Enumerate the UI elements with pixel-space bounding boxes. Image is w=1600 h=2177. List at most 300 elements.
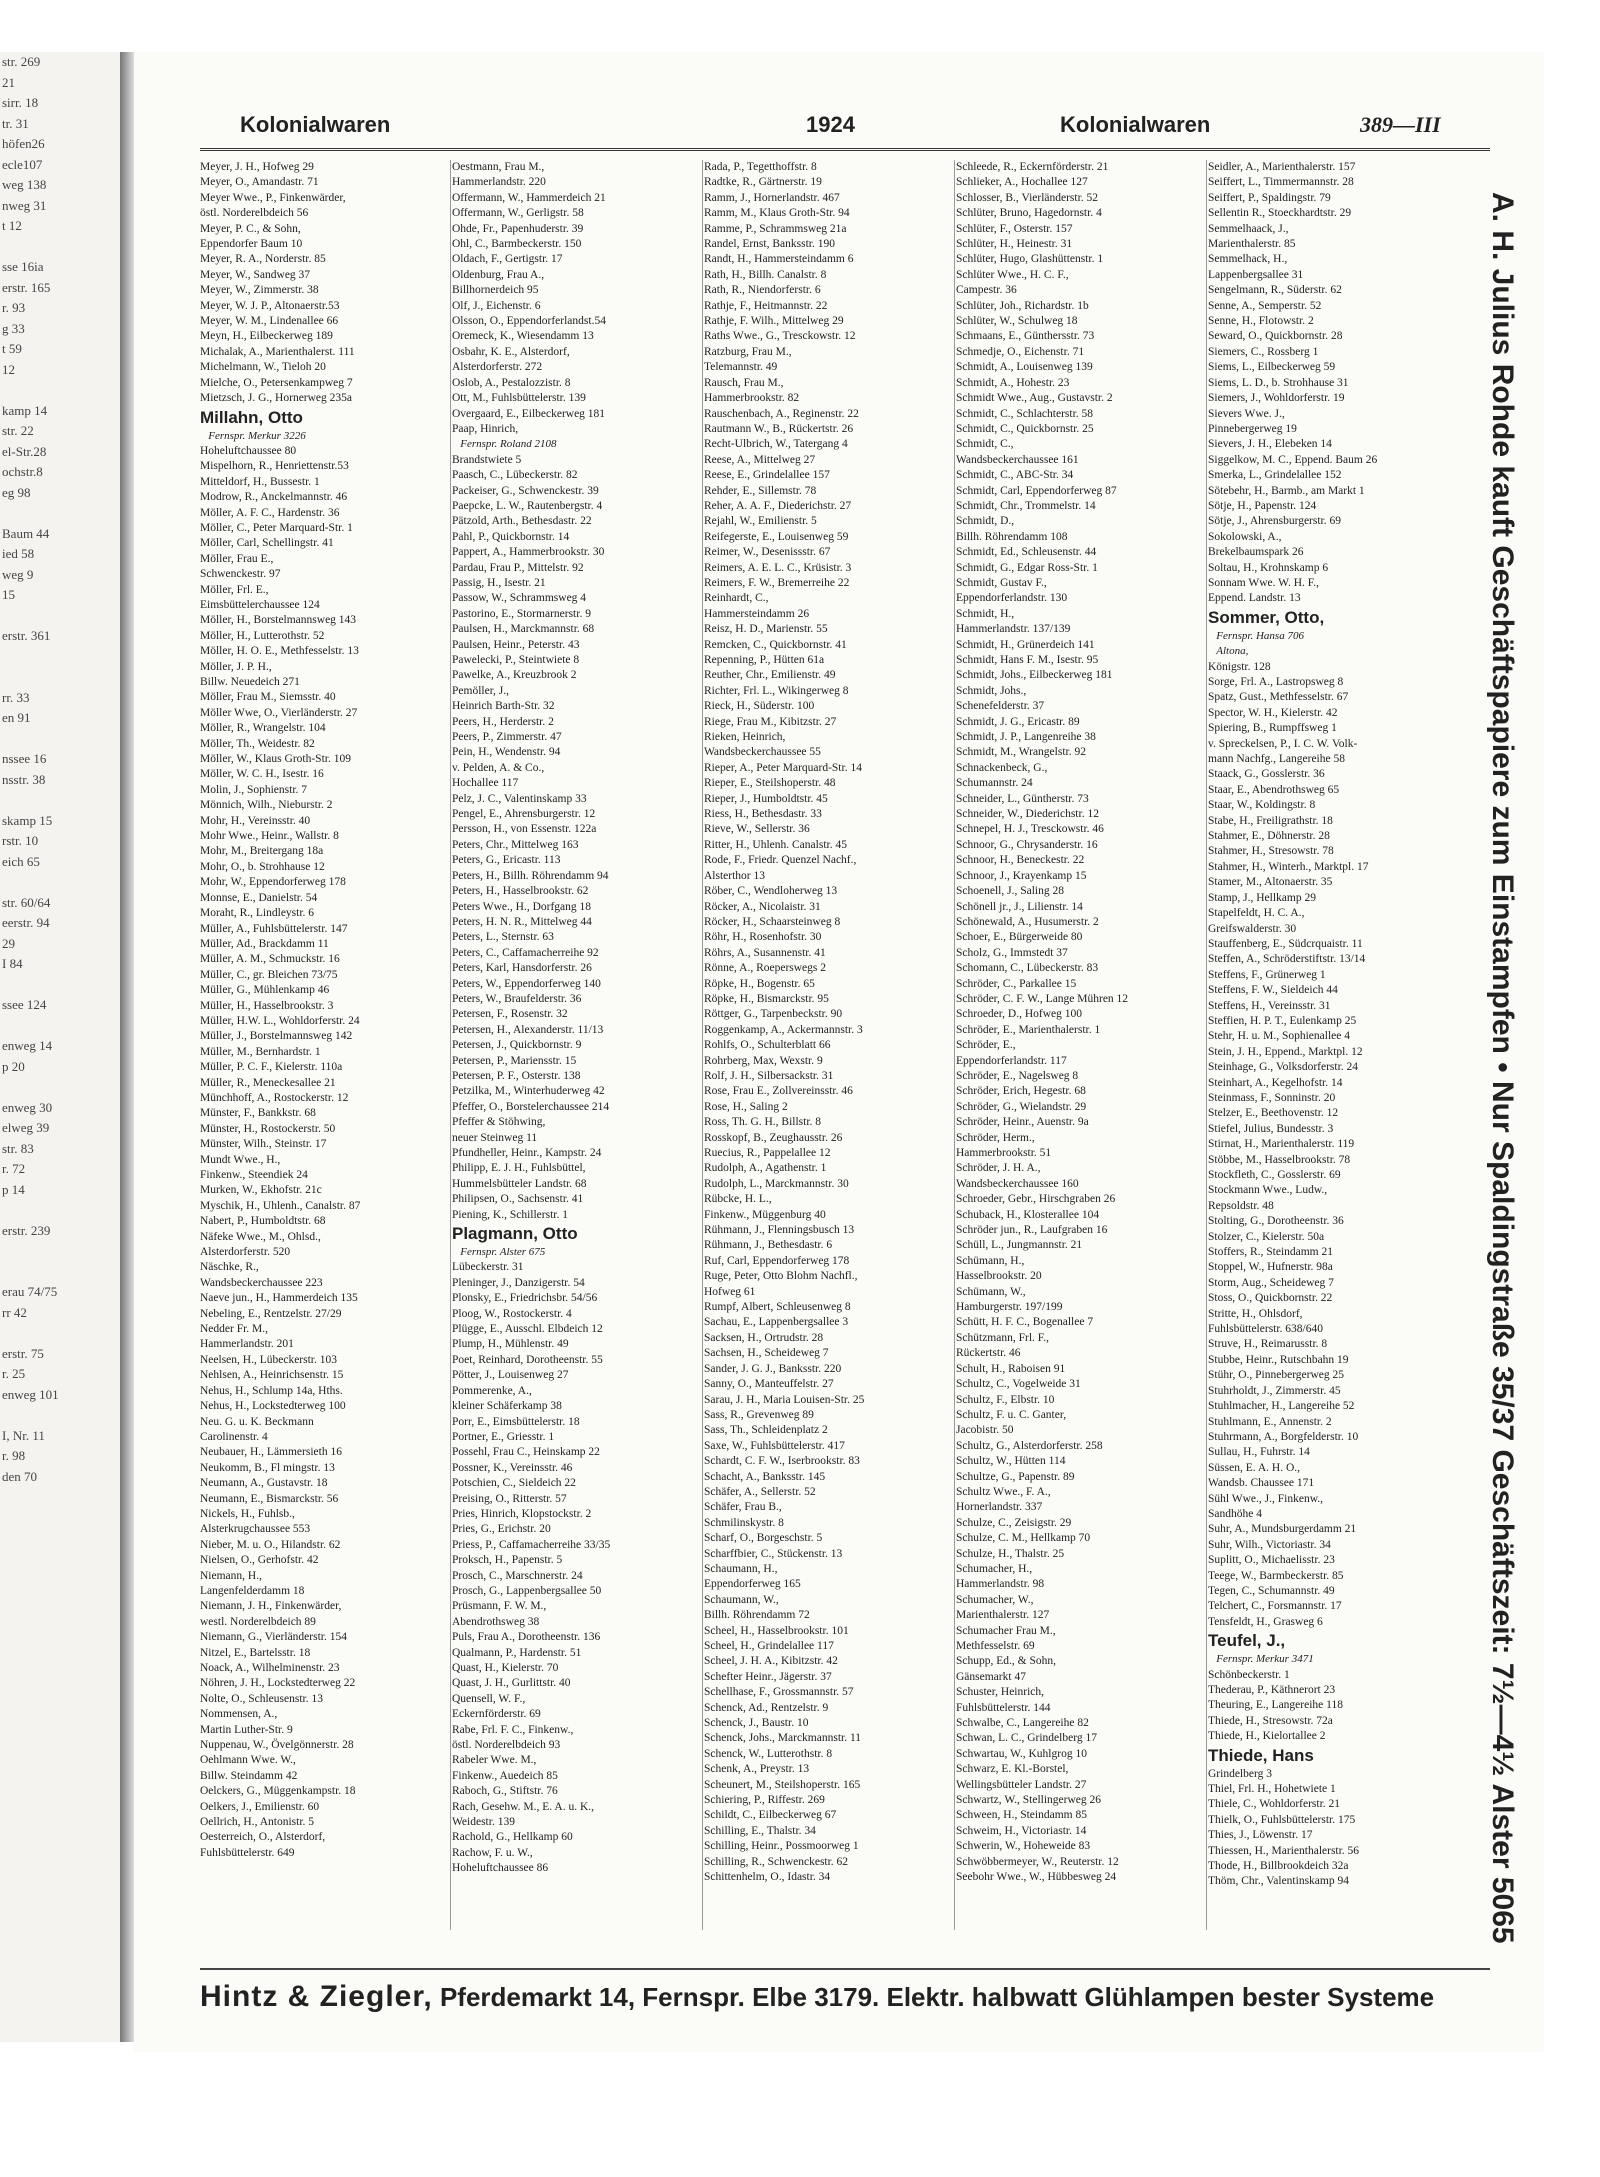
directory-entry: Oremeck, K., Wiesendamm 13 xyxy=(452,330,594,343)
directory-entry: Reuther, Chr., Emilienstr. 49 xyxy=(704,669,836,682)
directory-entry: Paulsen, Heinr., Peterstr. 43 xyxy=(452,638,580,651)
directory-entry: Schiering, P., Riffestr. 269 xyxy=(704,1794,825,1807)
left-page-line: sirr. 18 xyxy=(2,95,39,110)
directory-entry: Schwenckestr. 97 xyxy=(200,568,281,581)
directory-entry: Nebeling, E., Rentzelstr. 27/29 xyxy=(200,1307,342,1320)
directory-entry: Offermann, W., Gerligstr. 58 xyxy=(452,207,584,220)
directory-entry: Münster, F., Bankkstr. 68 xyxy=(200,1107,316,1120)
directory-entry: Stuhrmann, A., Borgfelderstr. 10 xyxy=(1208,1430,1359,1443)
directory-entry: Plügge, E., Ausschl. Elbdeich 12 xyxy=(452,1323,603,1336)
directory-entry: Rath, H., Billh. Canalstr. 8 xyxy=(704,268,827,281)
directory-entry: Raboch, G., Stiftstr. 76 xyxy=(452,1785,558,1798)
column-1 xyxy=(200,160,446,1950)
left-page-line xyxy=(0,1323,120,1344)
directory-entry: Möller, A. F. C., Hardenstr. 36 xyxy=(200,506,340,519)
directory-entry: mann Nachfg., Langereihe 58 xyxy=(1208,753,1345,766)
left-page-line: nssee 16 xyxy=(2,751,47,766)
directory-entry: Hornerlandstr. 337 xyxy=(956,1501,1043,1514)
directory-entry: Tegen, C., Schumannstr. 49 xyxy=(1208,1584,1335,1597)
directory-entry: Nehus, H., Schlump 14a, Hths. xyxy=(200,1384,343,1397)
column-3 xyxy=(704,160,950,1950)
directory-entry: Possehl, Frau C., Heinskamp 22 xyxy=(452,1446,600,1459)
directory-entry: Riess, H., Bethesdastr. 33 xyxy=(704,808,822,821)
directory-entry: Plump, H., Mühlenstr. 49 xyxy=(452,1338,569,1351)
directory-entry: Ohl, C., Barmbeckerstr. 150 xyxy=(452,238,582,251)
directory-entry: Scheel, H., Grindelallee 117 xyxy=(704,1640,834,1652)
directory-entry: Storm, Aug., Scheideweg 7 xyxy=(1208,1276,1334,1289)
directory-entry: Rumpf, Albert, Schleusenweg 8 xyxy=(704,1301,851,1314)
directory-entry: Neukomm, B., Fl mingstr. 13 xyxy=(200,1461,335,1474)
directory-entry: Petersen, P. F., Osterstr. 138 xyxy=(452,1069,581,1082)
directory-entry: Pawelecki, P., Steintwiete 8 xyxy=(452,654,580,666)
phone-line: Fernspr. Hansa 706 xyxy=(1208,629,1304,642)
directory-entry: Rose, H., Saling 2 xyxy=(704,1100,788,1113)
directory-entry: Hammerlandstr. 201 xyxy=(200,1338,294,1351)
directory-entry: Sander, J. G. J., Banksstr. 220 xyxy=(704,1362,842,1375)
directory-entry: Thiede, H., Kielortallee 2 xyxy=(1208,1730,1326,1743)
directory-entry: Riege, Frau M., Kibitzstr. 27 xyxy=(704,715,837,728)
directory-entry: Möller, Frau E., xyxy=(200,552,274,565)
directory-entry: Telemannstr. 49 xyxy=(704,361,778,374)
directory-entry: Röttger, G., Tarpenbeckstr. 90 xyxy=(704,1008,843,1021)
left-page-line: rr. 33 xyxy=(2,689,30,705)
directory-entry: Heinrich Barth-Str. 32 xyxy=(452,700,555,713)
directory-entry: Müller, R., Meneckesallee 21 xyxy=(200,1076,336,1089)
directory-entry: Müller, G., Mühlenkamp 46 xyxy=(200,984,330,997)
directory-entry: Schumacher, W., xyxy=(956,1593,1034,1606)
directory-entry: Repsoldstr. 48 xyxy=(1208,1199,1274,1212)
directory-entry: Suplitt, O., Michaelisstr. 23 xyxy=(1208,1554,1335,1567)
directory-entry: Rühmann, J., Bethesdastr. 6 xyxy=(704,1239,833,1252)
directory-entry: Meyer, P. C., & Sohn, xyxy=(200,222,301,235)
directory-entry: Siems, L., Eilbeckerweg 59 xyxy=(1208,361,1336,374)
directory-entry: Sanny, O., Manteuffelstr. 27 xyxy=(704,1378,834,1391)
directory-entry: Spector, W. H., Kielerstr. 42 xyxy=(1208,706,1338,719)
directory-entry: Roggenkamp, A., Ackermannstr. 3 xyxy=(704,1023,863,1036)
directory-entry: Oellrich, H., Antonistr. 5 xyxy=(200,1816,315,1829)
directory-entry: Meyer, O., Amandastr. 71 xyxy=(200,176,319,189)
directory-entry: Schmidt, J. G., Ericastr. 89 xyxy=(956,715,1080,728)
directory-entry: Pawelke, A., Kreuzbrook 2 xyxy=(452,669,577,682)
directory-entry: Eppendorferlandstr. 117 xyxy=(956,1054,1067,1067)
left-page-line: str. 269 xyxy=(2,54,41,69)
directory-entry: Radtke, R., Gärtnerstr. 19 xyxy=(704,176,822,189)
directory-entry: Nickels, H., Fuhlsb., xyxy=(200,1507,295,1520)
directory-entry: Seebohr Wwe., W., Hübbesweg 24 xyxy=(956,1871,1117,1884)
directory-entry: Overgaard, E., Eilbeckerweg 181 xyxy=(452,407,606,420)
directory-entry: Schween, H., Steindamm 85 xyxy=(956,1809,1087,1822)
directory-entry: Alsterdorferstr. 272 xyxy=(452,361,543,374)
directory-entry: Wandsb. Chaussee 171 xyxy=(1208,1477,1315,1490)
directory-entry: Piening, K., Schillerstr. 1 xyxy=(452,1208,568,1221)
directory-entry: Nolte, O., Schleusenstr. 13 xyxy=(200,1692,323,1705)
directory-entry: Nedder Fr. M., xyxy=(200,1323,269,1336)
directory-entry: Stauffenberg, E., Südcrquaistr. 11 xyxy=(1208,937,1363,950)
directory-entry: Pleninger, J., Danzigerstr. 54 xyxy=(452,1276,585,1289)
directory-entry: Rückertstr. 46 xyxy=(956,1347,1021,1360)
directory-entry: Martin Luther-Str. 9 xyxy=(200,1723,293,1736)
directory-entry: Peters, C., Caffamacherreihe 92 xyxy=(452,946,599,959)
directory-entry: Pötter, J., Louisenweg 27 xyxy=(452,1369,569,1382)
directory-entry: Sötje, J., Ahrensburgerstr. 69 xyxy=(1208,515,1341,528)
directory-entry: Thielk, O., Fuhlsbüttelerstr. 175 xyxy=(1208,1813,1356,1826)
directory-entry: Nuppenau, W., Övelgönnerstr. 28 xyxy=(200,1739,354,1752)
directory-entry: Möller, R., Wrangelstr. 104 xyxy=(200,722,326,735)
directory-entry: Fuhlsbüttelerstr. 144 xyxy=(956,1701,1051,1714)
left-page-line: I 84 xyxy=(2,956,23,971)
directory-entry: Rose, Frau E., Zollvereinsstr. 46 xyxy=(704,1085,853,1098)
directory-entry: Schröder, C., Parkallee 15 xyxy=(956,977,1077,990)
directory-entry: Ross, Th. G. H., Billstr. 8 xyxy=(704,1116,822,1129)
directory-entry: Oelckers, G., Müggenkampstr. 18 xyxy=(200,1785,356,1798)
directory-entry: Röpke, H., Bogenstr. 65 xyxy=(704,977,815,990)
directory-entry: Rudolph, A., Agathenstr. 1 xyxy=(704,1162,827,1175)
directory-entry: Wandsbeckerchaussee 161 xyxy=(956,453,1079,466)
directory-entry: Schellhase, F., Grossmannstr. 57 xyxy=(704,1686,854,1699)
directory-entry: Pinnebergerweg 19 xyxy=(1208,422,1297,435)
directory-entry: Brekelbaumspark 26 xyxy=(1208,546,1304,559)
directory-entry: Rieper, A., Peter Marquard-Str. 14 xyxy=(704,761,862,774)
phone-line: Fernspr. Alster 675 xyxy=(452,1246,546,1259)
directory-entry: Pemöller, J., xyxy=(452,684,510,697)
directory-entry: Langenfelderdamm 18 xyxy=(200,1584,305,1597)
directory-entry: Rauschenbach, A., Reginenstr. 22 xyxy=(704,407,859,420)
directory-entry: Schneider, L., Güntherstr. 73 xyxy=(956,792,1089,805)
directory-entry: Prosch, C., Marschnerstr. 24 xyxy=(452,1569,583,1582)
directory-entry: Schmidt, C., xyxy=(956,438,1014,451)
directory-entry: Methfesselstr. 69 xyxy=(956,1640,1035,1652)
directory-entry: Schumacher Frau M., xyxy=(956,1624,1056,1637)
directory-entry: Rudolph, L., Marckmannstr. 30 xyxy=(704,1177,849,1190)
directory-entry: Campestr. 36 xyxy=(956,284,1017,297)
directory-entry: Schmidt, A., Louisenweg 139 xyxy=(956,361,1093,374)
left-page-line xyxy=(0,1200,120,1221)
column-2 xyxy=(452,160,698,1950)
left-page-line xyxy=(0,667,120,688)
left-page-line: tr. 31 xyxy=(2,115,29,131)
directory-entry: Pfeffer & Stöhwing, xyxy=(452,1116,546,1129)
directory-entry: Sachau, E., Lappenbergsallee 3 xyxy=(704,1316,849,1329)
directory-entry: Hoheluftchaussee 80 xyxy=(200,444,297,457)
left-page-line xyxy=(0,1016,120,1037)
firm-heading: Thiede, Hans xyxy=(1208,1745,1314,1765)
directory-entry: Schleede, R., Eckernförderstr. 21 xyxy=(956,161,1109,173)
left-page-line: nsstr. 38 xyxy=(2,771,46,787)
directory-entry: Sandhöhe 4 xyxy=(1208,1507,1262,1520)
directory-entry: Pelz, J. C., Valentinskamp 33 xyxy=(452,792,587,805)
directory-entry: Billh. Röhrendamm 72 xyxy=(704,1609,810,1622)
column-4 xyxy=(956,160,1202,1950)
directory-entry: Schuster, Heinrich, xyxy=(956,1686,1045,1699)
directory-entry: Möller, Th., Weidestr. 82 xyxy=(200,737,315,750)
phone-line: Fernspr. Roland 2108 xyxy=(452,438,557,451)
directory-entry: Mitteldorf, H., Bussestr. 1 xyxy=(200,475,320,488)
directory-entry: Thiede, H., Stresowstr. 72a xyxy=(1208,1714,1333,1727)
left-page-line: r. 93 xyxy=(2,300,26,315)
directory-entry: Scheel, H., Hasselbrookstr. 101 xyxy=(704,1624,849,1637)
directory-entry: Schnackenbeck, G., xyxy=(956,761,1048,774)
left-page-line: g 33 xyxy=(2,320,25,336)
directory-entry: Reinhardt, C., xyxy=(704,592,769,605)
directory-entry: Stockmann Wwe., Ludw., xyxy=(1208,1184,1328,1197)
directory-entry: Rieve, W., Sellerstr. 36 xyxy=(704,823,810,836)
left-page-line: str. 83 xyxy=(2,1140,34,1156)
directory-entry: Reimers, A. E. L. C., Krüsistr. 3 xyxy=(704,561,852,574)
directory-entry: Schönell jr., J., Lilienstr. 14 xyxy=(956,900,1083,913)
directory-entry: Möller, W., Klaus Groth-Str. 109 xyxy=(200,753,351,766)
directory-entry: Peters Wwe., H., Dorfgang 18 xyxy=(452,900,592,913)
directory-entry: Meyer, W., Sandweg 37 xyxy=(200,268,311,281)
directory-entry: Steffens, H., Vereinsstr. 31 xyxy=(1208,999,1331,1012)
directory-entry: Pein, H., Wendenstr. 94 xyxy=(452,746,561,759)
directory-entry: Möller, H. O. E., Methfesselstr. 13 xyxy=(200,645,359,658)
directory-entry: Nielsen, O., Gerhofstr. 42 xyxy=(200,1554,319,1567)
directory-entry: Philipp, E. J. H., Fuhlsbüttel, xyxy=(452,1162,586,1175)
directory-entry: Reher, A. A. F., Diederichstr. 27 xyxy=(704,499,852,512)
directory-entry: Schmidt, Carl, Eppendorferweg 87 xyxy=(956,484,1117,497)
column-5 xyxy=(1208,160,1454,1950)
directory-entry: Stamer, M., Altonaerstr. 35 xyxy=(1208,876,1333,889)
directory-entry: Neumann, E., Bismarckstr. 56 xyxy=(200,1492,339,1505)
footer-ad-text: Pferdemarkt 14, Fernspr. Elbe 3179. Elektr. halbwatt Glühlampen bester Systeme xyxy=(439,1982,1435,2012)
directory-entry: Schardt, C. F. W., Iserbrookstr. 83 xyxy=(704,1455,860,1468)
directory-entry: Pengel, E., Ahrensburgerstr. 12 xyxy=(452,808,596,821)
left-page-line xyxy=(0,790,120,811)
directory-entry: Müller, P. C. F., Kielerstr. 110a xyxy=(200,1061,343,1074)
header-right-title: Kolonialwaren xyxy=(1060,112,1211,137)
left-page-line: erstr. 75 xyxy=(2,1345,44,1361)
directory-entry: Mohr, W., Eppendorferweg 178 xyxy=(200,876,346,889)
directory-entry: Packeiser, G., Schwenckestr. 39 xyxy=(452,484,599,497)
directory-entry: Neubauer, H., Lämmersieth 16 xyxy=(200,1446,342,1459)
book-gutter xyxy=(120,52,134,2042)
directory-entry: Rachold, G., Hellkamp 60 xyxy=(452,1831,573,1844)
left-page-line: skamp 15 xyxy=(2,812,53,828)
directory-entry: Plonsky, E., Friedrichsbr. 54/56 xyxy=(452,1292,598,1305)
left-page-line: nweg 31 xyxy=(2,197,47,213)
directory-entry: Mundt Wwe., H., xyxy=(200,1153,281,1166)
directory-entry: Offermann, W., Hammerdeich 21 xyxy=(452,191,606,204)
directory-entry: Ritter, H., Uhlenh. Canalstr. 45 xyxy=(704,838,847,851)
directory-entry: Oestmann, Frau M., xyxy=(452,161,545,173)
directory-entry: Sievers Wwe. J., xyxy=(1208,407,1285,420)
left-page-line: erstr. 361 xyxy=(2,628,51,643)
directory-entry: Hasselbrookstr. 20 xyxy=(956,1270,1042,1283)
directory-entry: Schmidt, H., xyxy=(956,607,1015,620)
directory-entry: Schilling, R., Schwenckestr. 62 xyxy=(704,1855,849,1868)
directory-entry: Steffien, H. P. T., Eulenkamp 25 xyxy=(1208,1014,1357,1027)
directory-entry: Rühmann, J., Flenningsbusch 13 xyxy=(704,1224,855,1237)
left-page-line: weg 138 xyxy=(2,177,47,192)
directory-entry: Pardau, Frau P., Mittelstr. 92 xyxy=(452,561,584,574)
directory-entry: Nabert, P., Humboldtstr. 68 xyxy=(200,1215,326,1228)
directory-entry: Hummelsbütteler Landstr. 68 xyxy=(452,1177,587,1190)
directory-entry: Schäfer, A., Sellerstr. 52 xyxy=(704,1485,816,1498)
left-page-line: rr 42 xyxy=(2,1304,27,1320)
directory-entry: Hammerbrookstr. 82 xyxy=(704,392,800,405)
directory-entry: Petersen, P., Mariensstr. 15 xyxy=(452,1054,577,1067)
directory-entry: neuer Steinweg 11 xyxy=(452,1131,538,1144)
directory-entry: Hamburgerstr. 197/199 xyxy=(956,1301,1063,1314)
directory-entry: Sötje, H., Papenstr. 124 xyxy=(1208,499,1317,512)
directory-entry: Möller, Frau M., Siemsstr. 40 xyxy=(200,691,336,704)
directory-entry: Rosskopf, B., Zeughausstr. 26 xyxy=(704,1131,843,1144)
directory-entry: Pfundheller, Heinr., Kampstr. 24 xyxy=(452,1147,602,1159)
left-page-line: en 91 xyxy=(2,710,31,725)
directory-entry: Schwöbbermeyer, W., Reuterstr. 12 xyxy=(956,1855,1119,1868)
directory-entry: Reifegerste, E., Louisenweg 59 xyxy=(704,530,849,543)
directory-entry: Schaumann, H., xyxy=(704,1562,778,1575)
directory-entry: Hammerbrookstr. 51 xyxy=(956,1147,1052,1159)
directory-entry: Alsterdorferstr. 520 xyxy=(200,1246,291,1259)
directory-entry: Rausch, Frau M., xyxy=(704,376,784,389)
directory-entry: Müller, H., Hasselbrookstr. 3 xyxy=(200,999,334,1012)
directory-entry: Rabeler Wwe. M., xyxy=(452,1754,537,1767)
directory-entry: Schultz Wwe., F. A., xyxy=(956,1485,1051,1498)
directory-entry: Schlüter Wwe., H. C. F., xyxy=(956,268,1069,281)
left-page-line: 29 xyxy=(2,935,15,951)
directory-entry: westl. Norderelbdeich 89 xyxy=(200,1615,316,1628)
directory-entry: Schmidt, Ed., Schleusenstr. 44 xyxy=(956,546,1097,559)
directory-entry: Pahl, P., Quickbornstr. 14 xyxy=(452,530,570,543)
directory-entry: Nöhren, J. H., Lockstedterweg 22 xyxy=(200,1677,356,1690)
directory-entry: Schilling, E., Thalstr. 34 xyxy=(704,1824,816,1837)
left-page-line: el-Str.28 xyxy=(2,443,47,459)
directory-entry: Billhornerdeich 95 xyxy=(452,284,539,297)
directory-entry: Eppendorfer Baum 10 xyxy=(200,238,303,251)
directory-entry: Finkenw., Auedeich 85 xyxy=(452,1769,558,1782)
directory-entry: Quensell, W. F., xyxy=(452,1692,526,1705)
directory-entry: Finkenw., Müggenburg 40 xyxy=(704,1208,826,1221)
directory-entry: Niemann, H., xyxy=(200,1569,262,1582)
left-page-line: weg 9 xyxy=(2,566,34,582)
directory-entry: Schröder, E., Nagelsweg 8 xyxy=(956,1069,1079,1082)
directory-entry: Schenck, Johs., Marckmannstr. 11 xyxy=(704,1732,862,1745)
directory-entry: Sievers, J. H., Elebeken 14 xyxy=(1208,438,1332,451)
directory-entry: Recht-Ulbrich, W., Tatergang 4 xyxy=(704,438,848,451)
directory-entry: kleiner Schäferkamp 38 xyxy=(452,1400,562,1413)
left-page-line: I, Nr. 11 xyxy=(2,1427,45,1443)
directory-entry: Philipsen, O., Sachsenstr. 41 xyxy=(452,1193,584,1206)
directory-entry: Schlüter, Joh., Richardstr. 1b xyxy=(956,299,1089,312)
directory-entry: Schümann, W., xyxy=(956,1285,1026,1298)
directory-entry: Ruecius, R., Pappelallee 12 xyxy=(704,1147,831,1159)
directory-entry: Telchert, C., Forsmannstr. 17 xyxy=(1208,1600,1342,1613)
left-page-line: enweg 30 xyxy=(2,1099,53,1115)
directory-entry: Rautmann W., B., Rückertstr. 26 xyxy=(704,422,854,435)
directory-entry: Senne, H., Flotowstr. 2 xyxy=(1208,315,1314,328)
column-divider xyxy=(702,160,703,1930)
directory-entry: Repenning, P., Hütten 61a xyxy=(704,654,825,666)
directory-entry: Stamp, J., Hellkamp 29 xyxy=(1208,891,1316,904)
directory-entry: Schmidt, C., Quickbornstr. 25 xyxy=(956,422,1094,435)
directory-entry: Stein, J. H., Eppend., Marktpl. 12 xyxy=(1208,1045,1363,1058)
directory-entry: Peters, G., Ericastr. 113 xyxy=(452,854,561,867)
directory-entry: Stolting, G., Dorotheenstr. 36 xyxy=(1208,1215,1344,1228)
directory-entry: Mohr Wwe., Heinr., Wallstr. 8 xyxy=(200,830,339,843)
directory-entry: Schnoor, J., Krayenkamp 15 xyxy=(956,869,1087,882)
directory-entry: Poet, Reinhard, Dorotheenstr. 55 xyxy=(452,1353,603,1366)
directory-entry: Sass, R., Grevenweg 89 xyxy=(704,1408,814,1421)
directory-entry: Schacht, A., Banksstr. 145 xyxy=(704,1470,826,1483)
directory-entry: Schröder, Heinr., Auenstr. 9a xyxy=(956,1116,1089,1129)
directory-entry: Schildt, C., Eilbeckerweg 67 xyxy=(704,1809,837,1822)
directory-entry: Suhr, A., Mundsburgerdamm 21 xyxy=(1208,1523,1357,1536)
directory-entry: Ruf, Carl, Eppendorferweg 178 xyxy=(704,1254,850,1267)
directory-entry: Sonnam Wwe. W. H. F., xyxy=(1208,576,1319,589)
directory-entry: Oslob, A., Pestalozzistr. 8 xyxy=(452,376,571,389)
directory-entry: Neu. G. u. K. Beckmann xyxy=(200,1415,314,1428)
directory-entry: Hammerlandstr. 220 xyxy=(452,176,546,189)
directory-entry: Schlüter, H., Heinestr. 31 xyxy=(956,238,1073,251)
directory-entry: Spatz, Gust., Methfesselstr. 67 xyxy=(1208,691,1349,704)
directory-entry: Schmaans, E., Günthersstr. 73 xyxy=(956,330,1095,343)
page-header xyxy=(200,112,1490,146)
directory-entry: Schultz, F. u. C. Ganter, xyxy=(956,1408,1067,1421)
left-page-line: eerstr. 94 xyxy=(2,915,50,930)
directory-entry: Rabe, Frl. F. C., Finkenw., xyxy=(452,1723,574,1736)
directory-entry: Rehder, E., Sillemstr. 78 xyxy=(704,484,817,497)
directory-entry: Reese, A., Mittelweg 27 xyxy=(704,453,816,466)
directory-entry: Schmidt, C., Schlachterstr. 58 xyxy=(956,407,1094,420)
directory-entry: Schulze, H., Thalstr. 25 xyxy=(956,1547,1065,1560)
directory-entry: Schlieker, A., Hochallee 127 xyxy=(956,176,1088,189)
directory-entry: Peers, P., Zimmerstr. 47 xyxy=(452,731,562,744)
directory-entry: Staack, G., Gosslerstr. 36 xyxy=(1208,768,1325,781)
directory-entry: Staar, W., Koldingstr. 8 xyxy=(1208,799,1316,812)
directory-entry: Rejahl, W., Emilienstr. 5 xyxy=(704,515,817,528)
directory-entry: Schmidt, Johs., xyxy=(956,684,1027,697)
directory-entry: Michalak, A., Marienthalerst. 111 xyxy=(200,345,355,358)
directory-entry: Porr, E., Eimsbüttelerstr. 18 xyxy=(452,1415,580,1428)
directory-entry: Stuhlmacher, H., Langereihe 52 xyxy=(1208,1400,1355,1413)
directory-entry: Theuring, E., Langereihe 118 xyxy=(1208,1699,1343,1712)
left-page-line xyxy=(0,729,120,750)
directory-entry: Schröder, Erich, Hegestr. 68 xyxy=(956,1085,1086,1098)
directory-entry: Schenck, J., Baustr. 10 xyxy=(704,1717,809,1730)
directory-entry: Röpke, H., Bismarckstr. 95 xyxy=(704,992,829,1005)
directory-entry: Näschke, R., xyxy=(200,1261,259,1274)
directory-entry: Murken, W., Ekhofstr. 21c xyxy=(200,1184,322,1197)
directory-entry: Schittenhelm, O., Idastr. 34 xyxy=(704,1871,831,1884)
left-page-line xyxy=(0,606,120,627)
firm-heading: Millahn, Otto xyxy=(200,407,303,427)
directory-entry: Eckernförderstr. 69 xyxy=(452,1708,541,1721)
directory-entry: Stockfleth, C., Gosslerstr. 69 xyxy=(1208,1169,1341,1181)
directory-entry: Schlüter, Hugo, Glashüttenstr. 1 xyxy=(956,253,1104,266)
directory-entry: Teege, W., Barmbeckerstr. 85 xyxy=(1208,1569,1344,1582)
directory-entry: Sacksen, H., Ortrudstr. 28 xyxy=(704,1331,824,1344)
directory-entry: Meyer, W., Zimmerstr. 38 xyxy=(200,284,319,297)
directory-entry: Randt, H., Hammersteindamm 6 xyxy=(704,253,854,266)
directory-entry: Spiering, B., Rumpffsweg 1 xyxy=(1208,722,1337,735)
directory-entry: Saxe, W., Fuhlsbüttelerstr. 417 xyxy=(704,1439,845,1452)
directory-entry: Schröder, C. F. W., Lange Mühren 12 xyxy=(956,992,1129,1005)
directory-entry: Müller, Ad., Brackdamm 11 xyxy=(200,937,329,950)
directory-entry: Reimer, W., Desenissstr. 67 xyxy=(704,546,831,559)
directory-entry: Stuhlmann, E., Annenstr. 2 xyxy=(1208,1415,1332,1428)
directory-entry: Schumacher, H., xyxy=(956,1562,1033,1575)
left-page-line: höfen26 xyxy=(2,136,45,151)
directory-entry: Süssen, E. A. H. O., xyxy=(1208,1461,1301,1474)
directory-entry: Schwerin, W., Hoheweide 83 xyxy=(956,1840,1091,1853)
directory-entry: Reese, E., Grindelallee 157 xyxy=(704,469,830,482)
directory-entry: Molin, J., Sophienstr. 7 xyxy=(200,783,308,796)
directory-entry: Olf, J., Eichenstr. 6 xyxy=(452,299,541,312)
directory-entry: Nehus, H., Lockstedterweg 100 xyxy=(200,1400,346,1413)
directory-entry: Schümann, H., xyxy=(956,1254,1025,1267)
directory-entry: Thöm, Chr., Valentinskamp 94 xyxy=(1208,1875,1349,1888)
